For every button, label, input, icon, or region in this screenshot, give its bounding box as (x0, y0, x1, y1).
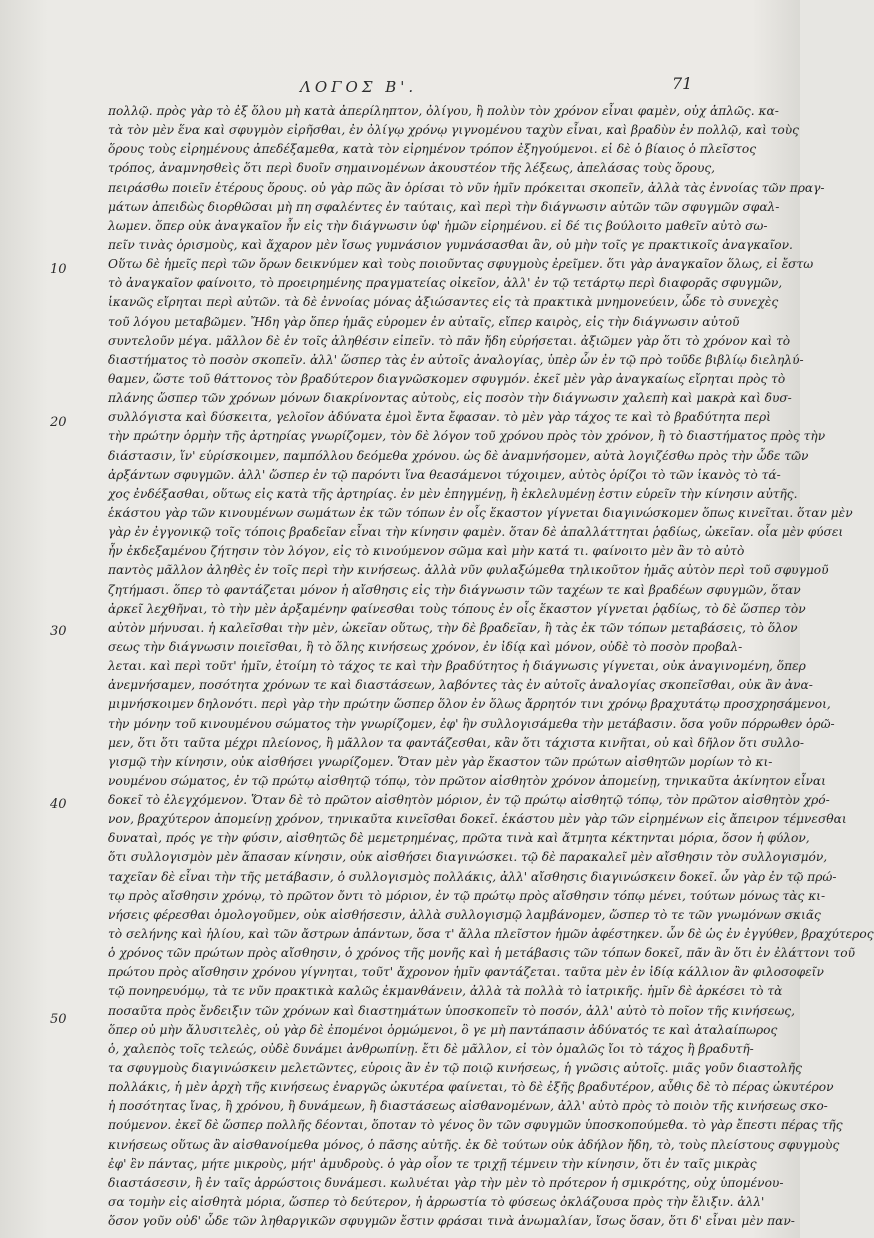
text-line: δυναταὶ, πρός γε τὴν φύσιν, αἰσθητῶς δὲ μεμετρημένας, πρῶτα τινὰ καὶ ἄτμητα κέκτηνται μόρια, ὅσον ἡ φύλον, (108, 831, 810, 846)
margin-line-number: 40 (50, 797, 67, 812)
text-line: γισμῷ τὴν κίνησιν, οὐκ αἰσθήσει γνωρίζομεν. Ὅταν μὲν γὰρ ἕκαστον τῶν πρώτων αἰσθητῶν μορίων τὸ κι- (108, 754, 773, 769)
body-text (108, 102, 874, 1231)
text-line: λεται. καὶ περὶ τοῦτ' ἡμῖν, ἑτοίμη τὸ τάχος τε καὶ τὴν βραδύτητος ἡ διάγνωσις γίγνεται, οὐκ ἀναγινομένη, ὅπερ (108, 659, 806, 674)
page-header (0, 74, 800, 98)
text-line: τα σφυγμοὺς διαγινώσκειν μελετῶντες, εὑροις ἂν ἐν τῷ ποιῷ κινήσεως, ἡ γνῶσις αὐτοῖς. μιᾶς γοῦν διαστολῆς (108, 1061, 802, 1076)
page-number: 71 (672, 74, 693, 93)
text-line: πούμενον. ἐκεῖ δὲ ὥσπερ πολλῆς δέονται, ὅποταν τὸ γένος ὃν τῶν σφυγμῶν ὑποσκοπούμεθα. τὸ γὰρ ἔπεστι πέρας τῆς (108, 1118, 843, 1133)
text-line: θαμεν, ὥστε τοῦ θάττονος τὸν βραδύτερον διαγνῶσκομεν σφυγμόν. ἐκεῖ μὲν γὰρ ἀναγκαίως εἴρηται πρὸς τὸ (108, 371, 786, 386)
text-line: λωμεν. ὅπερ οὐκ ἀναγκαῖον ἦν εἰς τὴν διάγνωσιν ὑφ' ἡμῶν εἰρημένου. εἰ δέ τις βούλοιτο μαθεῖν αὐτὸ σω- (108, 218, 768, 233)
text-line: τοῦ λόγου μεταβῶμεν. Ἤδη γὰρ ὅπερ ἡμᾶς εὑρομεν ἐν αὐταῖς, εἴπερ καιρὸς, εἰς τὴν διάγνωσιν αὐτοῦ (108, 314, 740, 329)
text-line: πολλῷ. πρὸς γὰρ τὸ ἐξ ὅλου μὴ κατὰ ἀπερίληπτον, ὀλίγου, ἢ πολὺν τὸν χρόνον εἶναι φαμὲν, οὐχ ἁπλῶς. κα- (108, 104, 779, 118)
text-line: ἱκανῶς εἴρηται περὶ αὐτῶν. τὰ δὲ ἐννοίας μόνας ἀξιώσαντες εἰς τὰ πρακτικὰ μνημονεύειν, ὧδε τὸ συνεχὲς (108, 295, 779, 310)
text-line: ἀνεμνήσαμεν, ποσότητα χρόνων τε καὶ διαστάσεων, λαβόντες τὰς ἐν αὐτοῖς ἀναλογίας σκοπεῖσθαι, οὐκ ἂν ἀνα- (108, 678, 813, 693)
text-line: σα τομὴν εἰς αἰσθητὰ μόρια, ὥσπερ τὸ δεύτερον, ἡ ἀρρωστία τὸ φύσεως ὀκλάζουσα πρὸς τὴν ἔλιξιν. ἀλλ' (108, 1195, 765, 1210)
text-line: τῷ πονηρευόμῳ, τὰ τε νῦν πρακτικὰ καλῶς ἐκμανθάνειν, ἀλλὰ τὰ πολλὰ τὸ ἰατρικῆς. ἡμῖν δὲ ἀρκέσει τὸ τὰ (108, 984, 783, 999)
text-line: ζητήμασι. ὅπερ τὸ φαντάζεται μόνον ἡ αἴσθησις εἰς τὴν διάγνωσιν τῶν ταχέων τε καὶ βραδέων σφυγμῶν, ὅταν (108, 582, 801, 597)
text-line: ὅσον γοῦν οὐδ' ὧδε τῶν ληθαργικῶν σφυγμῶν ἔστιν φράσαι τινὰ ἀνωμαλίαν, ἴσως ὅσαν, ὅτι δ' εἶναι μὲν παν- (108, 1214, 795, 1229)
text-line: ἑκάστου γὰρ τῶν κινουμένων σωμάτων ἐκ τῶν τόπων ἐν οἷς ἕκαστον γίγνεται διαγινώσκομεν ὅπως κινεῖται. ὅταν μὲν (108, 505, 853, 520)
text-line: νουμένου σώματος, ἐν τῷ πρώτῳ αἰσθητῷ τόπῳ, τὸν πρῶτον αἰσθητὸν χρόνον ἀπομείνῃ, τηνικαῦτα ἀκίνητον εἶναι (108, 773, 826, 788)
text-line: πειράσθω ποιεῖν ἑτέρους ὅρους. οὐ γὰρ πῶς ἂν ὁρίσαι τὸ νῦν ἡμῖν πρόκειται σκοπεῖν, ἀλλὰ τὰς ἐννοίας τῶν πραγ- (108, 180, 825, 195)
text-line: τὴν πρώτην ὁρμὴν τῆς ἀρτηρίας γνωρίζομεν, τὸν δὲ λόγον τοῦ χρόνου πρὸς τὸν χρόνον, ἢ τὸ διαστήματος πρὸς τὴν (108, 429, 826, 444)
running-head: ΛΟΓΟΣ Β'. (300, 78, 418, 96)
text-line: ὁ χρόνος τῶν πρώτων πρὸς αἴσθησιν, ὁ χρόνος τῆς μονῆς καὶ ἡ μετάβασις τῶν τόπων δοκεῖ, πᾶν ἂν ὅτι ἐν ἐλάττονι τοῦ (108, 946, 856, 961)
text-line: ὅρους τοὺς εἰρημένους ἀπεδέξαμεθα, κατὰ τὸν εἰρημένον τρόπον ἐξηγούμενοι. εἰ δὲ ὁ βίαιος ὁ πλεῖστος (108, 142, 757, 157)
text-line: παντὸς μᾶλλον ἀληθὲς ἐν τοῖς περὶ τὴν κινήσεως. ἀλλὰ νῦν φυλαξώμεθα τηλικοῦτον ἡμᾶς αὐτὸν περὶ τοῦ σφυγμοῦ (108, 563, 829, 578)
text-line: τῳ πρὸς αἴσθησιν χρόνῳ, τὸ πρῶτον ὄντι τὸ μόριον, ἐν τῷ πρώτῳ πρὸς αἴσθησιν τόπῳ μένει, τούτων μόνως τὰς κι- (108, 888, 826, 903)
text-line: ταχεῖαν δὲ εἶναι τὴν τῆς μετάβασιν, ὁ συλλογισμὸς πολλάκις, ἀλλ' αἴσθησις διαγινώσκειν δοκεῖ. ὧν γὰρ ἐν τῷ πρώ- (108, 869, 837, 884)
text-line: νήσεις φέρεσθαι ὁμολογοῦμεν, οὐκ αἰσθήσεσιν, ἀλλὰ συλλογισμῷ λαμβάνομεν, ὥσπερ τὸ τε τῶν γνωμόνων σκιᾶς (108, 907, 821, 922)
text-line: Οὕτω δὲ ἡμεῖς περὶ τῶν ὅρων δεικνύμεν καὶ τοὺς ποιοῦντας σφυγμοὺς ἐρεῖμεν. ὅτι γὰρ ἀναγκαῖον ὅλως, εἰ ἔστω (108, 257, 814, 272)
margin-line-number: 30 (50, 624, 67, 639)
text-line: τὸ ἀναγκαῖον φαίνοιτο, τὸ προειρημένης πραγματείας οἰκεῖον, ἀλλ' ἐν τῷ τετάρτῳ περὶ διαφορᾶς σφυγμῶν, (108, 276, 783, 291)
text-line: ποσαῦτα πρὸς ἔνδειξιν τῶν χρόνων καὶ διαστημάτων ὑποσκοπεῖν τὸ ποσόν, ἀλλ' αὐτὸ τὸ ποῖον τῆς κινήσεως, (108, 1003, 795, 1018)
text-line: γὰρ ἐν ἐγγονικῷ τοῖς τόποις βραδεῖαν εἶναι τὴν κίνησιν φαμὲν. ὅταν δὲ ἀπαλλάττηται ῥᾳδίως, ὠκεῖαν. οἷα μὲν φύσει (108, 525, 844, 540)
text-line: νον, βραχύτερον ἀπομείνῃ χρόνον, τηνικαῦτα κινεῖσθαι δοκεῖ. ἑκάστου μὲν γὰρ τῶν εἰρημένων εἰς ἄπειρον τέμνεσθαι (108, 812, 847, 827)
text-line: τὰ τὸν μὲν ἕνα καὶ σφυγμὸν εἰρῆσθαι, ἐν ὀλίγῳ χρόνῳ γιγνομένου ταχὺν εἶναι, καὶ βραδὺν ἐν πολλῷ, καὶ τοὺς (108, 123, 799, 138)
text-line: ὁ, χαλεπὸς τοῖς τελεώς, οὐδὲ δυνάμει ἀνθρωπίνῃ. ἔτι δὲ μᾶλλον, εἰ τὸν ὁμαλῶς ἴοι τὸ τάχος ἢ βραδυτῆ- (108, 1041, 754, 1056)
text-line: τὸ σελήνης καὶ ἡλίου, καὶ τῶν ἄστρων ἁπάντων, ὅσα τ' ἄλλα πλεῖστον ἡμῶν ἀφέστηκεν. ὧν δὲ ὡς ἐν ἐγγύθεν, βραχύτερος (108, 927, 874, 942)
text-line: ἡ ποσότητας ἴνας, ἢ χρόνου, ἢ δυνάμεων, ἢ διαστάσεως αἰσθανομένων, ἀλλ' αὐτὸ πρὸς τὸ ποιὸν τῆς κινήσεως σκο- (108, 1099, 828, 1114)
text-line: μάτων ἀπειδὼς διορθῶσαι μὴ πη σφαλέντες ἐν ταύταις, καὶ περὶ τὴν διάγνωσιν αὐτῶν τῶν σφυγμῶν σφαλ- (108, 199, 780, 214)
text-line: ὅτι συλλογισμὸν μὲν ἅπασαν κίνησιν, οὐκ αἰσθήσει διαγινώσκει. τῷ δὲ παρακαλεῖ μὲν αἴσθησιν τὸν συλλογισμόν, (108, 850, 828, 865)
text-line: τρόπος, ἀναμνησθεὶς ὅτι περὶ δυοῖν σημαινομένων ἀκουστέον τῆς λέξεως, ἀπελάσας τοὺς ὅρους, (108, 161, 716, 176)
text-line: χος ἐνδέξασθαι, οὕτως εἰς κατὰ τῆς ἀρτηρίας. ἐν μὲν ἐπηγμένῃ, ἢ ἐκλελυμένῃ ἐστιν εὑρεῖν τὴν κίνησιν αὐτῆς. (108, 486, 798, 501)
text-line: πλάνης ὥσπερ τῶν χρόνων μόνων διακρίνοντας αὐτοὺς, εἰς ποσὸν τὴν διάγνωσιν χαλεπὴ καὶ μακρὰ καὶ δυσ- (108, 391, 792, 406)
text-line: κινήσεως οὕτως ἂν αἰσθανοίμεθα μόνος, ὁ πᾶσης αὐτῆς. ἐκ δὲ τούτων οὐκ ἀδήλον ἤδη, τὸ, τοὺς πλείστους σφυγμοὺς (108, 1137, 840, 1152)
text-line: συλλόγιστα καὶ δύσκειτα, γελοῖον ἀδύνατα ἐμοὶ ἔντα ἔφασαν. τὸ μὲν γὰρ τάχος τε καὶ τὸ βραδύτητα περὶ (108, 410, 771, 425)
text-line: αὐτὸν μήνυσαι. ἡ καλεῖσθαι τὴν μὲν, ὠκεῖαν οὕτως, τὴν δὲ βραδεῖαν, ἢ τὰς ἐκ τῶν τόπων μεταβάσεις, τὸ ὅλον (108, 620, 798, 635)
text-line: δοκεῖ τὸ ἐλεγχόμενον. Ὅταν δὲ τὸ πρῶτον αἰσθητὸν μόριον, ἐν τῷ πρώτῳ αἰσθητῷ τόπῳ, τὸν πρῶτον αἰσθητὸν χρό- (108, 793, 830, 808)
margin-line-number: 50 (50, 1012, 67, 1027)
text-line: ὅπερ οὐ μὴν ἄλυσιτελὲς, οὐ γὰρ δὲ ἐπομένοι ὁρμώμενοι, ὃ γε μὴ παντάπασιν ἀδύνατός τε καὶ ἀταλαίπωρος (108, 1022, 778, 1037)
text-line: διάστασιν, ἵν' εὑρίσκοιμεν, παμπόλλου δεόμεθα χρόνου. ὡς δὲ ἀναμνήσομεν, αὐτὰ λογιζέσθω πρὸς τὴν ὧδε τῶν (108, 448, 809, 463)
text-line: διαστάσεσιν, ἢ ἐν ταῖς ἀρρώστοις δυνάμεσι. κωλυέται γὰρ τὴν μὲν τὸ πρότερον ἡ σμικρότης, οὐχ ὑπομένου- (108, 1175, 784, 1190)
text-line: συντελοῦν μέγα. μᾶλλον δὲ ἐν τοῖς ἀληθέσιν εἰπεῖν. τὸ πᾶν ἤδη εὑρήσεται. ἀξιῶμεν γὰρ ὅτι τὸ χρόνον καὶ τὸ (108, 333, 791, 348)
margin-line-number: 10 (50, 262, 67, 277)
text-line: πρώτου πρὸς αἴσθησιν χρόνου γίγνηται, τοῦτ' ἄχρονον ἡμῖν φαντάζεται. ταῦτα μὲν ἐν ἰδίᾳ κάλλιον ἂν φιλοσοφεῖν (108, 965, 824, 980)
text-line: μιμνήσκοιμεν δηλονότι. περὶ γὰρ τὴν πρώτην ὥσπερ ὅλον ἐν ὅλως ἄρρητόν τινι χρόνῳ βραχυτάτῳ προσχρησάμενοι, (108, 697, 831, 712)
text-line: μεν, ὅτι ὅτι ταῦτα μέχρι πλείονος, ἢ μᾶλλον τα φαντάζεσθαι, κἂν ὅτι τάχιστα κινῆται, οὐ καὶ δῆλον ὅτι συλλο- (108, 735, 804, 750)
text-line: πεῖν τινὰς ὁρισμοὺς, καὶ ἄχαρον μὲν ἴσως γυμνάσιον γυμνάσασθαι ἂν, οὐ μὴν τοῖς γε πρακτικοῖς ἀναγκαῖον. (108, 237, 793, 252)
text-line: ἦν ἐκδεξαμένου ζήτησιν τὸν λόγον, εἰς τὸ κινούμενον σῶμα καὶ μὴν κατά τι. φαίνοιτο μὲν ἂν τὸ αὐτὸ (108, 544, 745, 559)
text-line: πολλάκις, ἡ μὲν ἀρχὴ τῆς κινήσεως ἐναργῶς ὠκυτέρα φαίνεται, τὸ δὲ ἐξῆς βραδυτέρον, αὖθις δὲ τὸ πέρας ὠκυτέρον (108, 1080, 834, 1095)
text-line: ἐφ' ἓν πάντας, μήτε μικροὺς, μήτ' ἀμυδροὺς. ὁ γὰρ οἷον τε τριχῇ τέμνειν τὴν κίνησιν, ὅτι ἐν ταῖς μικρὰς (108, 1156, 757, 1171)
text-line: ἀρκεῖ λεχθῆναι, τὸ τὴν μὲν ἀρξαμένην φαίνεσθαι τοὺς τόπους ἐν οἷς ἕκαστον γίγνεται ῥᾳδίως, τὸ δὲ ὥσπερ τὸν (108, 601, 806, 616)
text-line: ἀρξάντων σφυγμῶν. ἀλλ' ὥσπερ ἐν τῷ παρόντι ἵνα θεασάμενοι τύχοιμεν, αὐτὸς ὁρίζοι τὸ τῶν ἱκανὸς τὸ τά- (108, 467, 781, 482)
text-line: σεως τὴν διάγνωσιν ποιεῖσθαι, ἢ τὸ ὅλης κινήσεως χρόνον, ἐν ἰδίᾳ καὶ μόνον, οὐδὲ τὸ ποσὸν προβαλ- (108, 639, 743, 654)
text-line: διαστήματος τὸ ποσὸν σκοπεῖν. ἀλλ' ὥσπερ τὰς ἐν αὐτοῖς ἀναλογίας, ὑπὲρ ὧν ἐν τῷ πρὸ τοῦδε βιβλίῳ διεληλύ- (108, 352, 804, 367)
margin-line-number: 20 (50, 415, 67, 430)
text-line: τὴν μόνην τοῦ κινουμένου σώματος τὴν γνωρίζομεν, ἐφ' ἣν συλλογισάμεθα τὴν μετάβασιν. ὅσα γοῦν πόρρωθεν ὁρῶ- (108, 716, 835, 731)
